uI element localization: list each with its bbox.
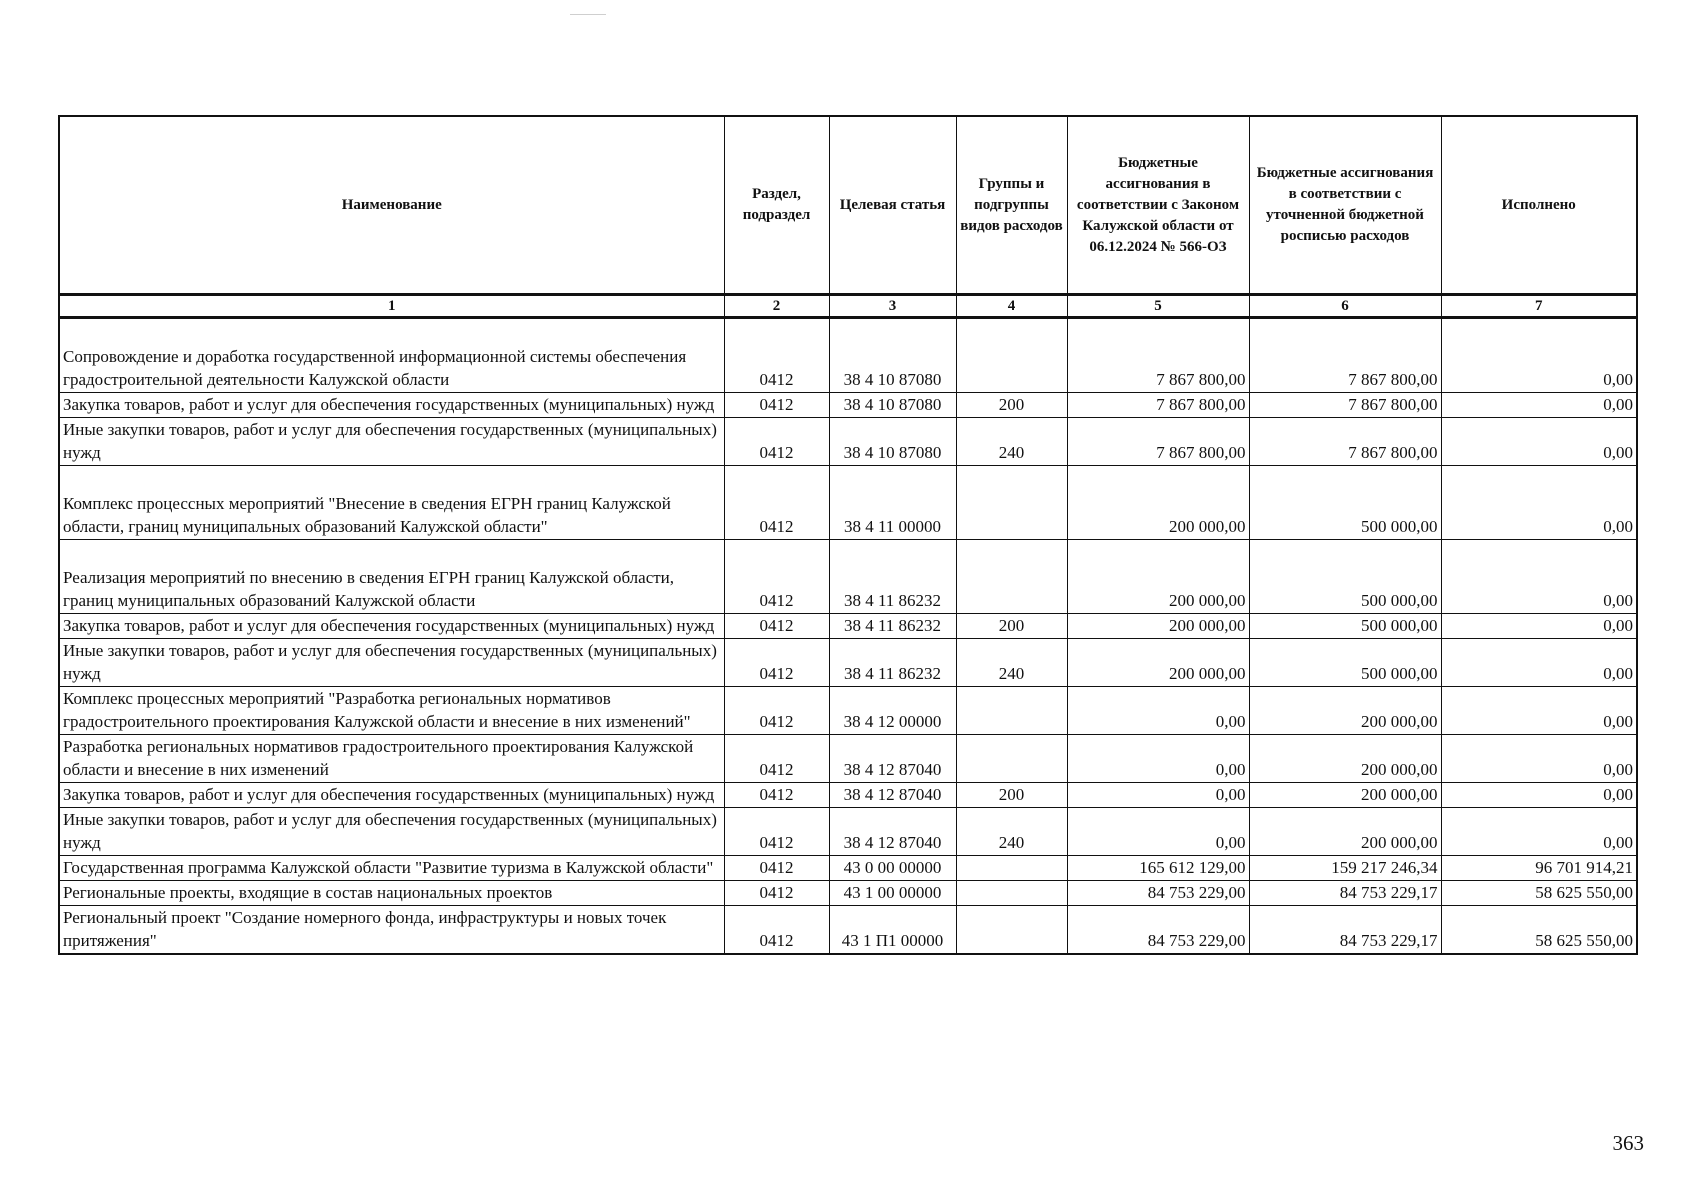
row-target: 43 0 00 00000 xyxy=(829,856,956,881)
row-target: 38 4 10 87080 xyxy=(829,318,956,393)
row-group: 200 xyxy=(956,393,1067,418)
table-row xyxy=(59,318,1637,393)
row-name: Государственная программа Калужской области "Развитие туризма в Калужской области" xyxy=(59,856,724,881)
row-group: 240 xyxy=(956,639,1067,687)
row-name: Комплекс процессных мероприятий "Разработка региональных нормативов градостроительного проектирования Калужской области и внесение в них изменений" xyxy=(59,687,724,735)
row-refined-amount: 200 000,00 xyxy=(1249,687,1441,735)
row-group xyxy=(956,906,1067,955)
row-target: 43 1 00 00000 xyxy=(829,881,956,906)
row-law-amount: 7 867 800,00 xyxy=(1067,318,1249,393)
row-group xyxy=(956,466,1067,540)
row-target: 38 4 12 87040 xyxy=(829,783,956,808)
row-executed-amount: 0,00 xyxy=(1441,735,1637,783)
row-executed-amount: 0,00 xyxy=(1441,540,1637,614)
row-refined-amount: 500 000,00 xyxy=(1249,639,1441,687)
table-row xyxy=(59,466,1637,540)
row-target: 38 4 12 87040 xyxy=(829,808,956,856)
row-refined-amount: 159 217 246,34 xyxy=(1249,856,1441,881)
row-law-amount: 0,00 xyxy=(1067,735,1249,783)
header-executed: Исполнено xyxy=(1441,116,1637,295)
row-target: 38 4 11 86232 xyxy=(829,614,956,639)
row-executed-amount: 58 625 550,00 xyxy=(1441,906,1637,955)
row-name: Комплекс процессных мероприятий "Внесение в сведения ЕГРН границ Калужской области, границ муниципальных образований Калужской области" xyxy=(59,466,724,540)
header-target: Целевая статья xyxy=(829,116,956,295)
row-group xyxy=(956,856,1067,881)
row-name: Закупка товаров, работ и услуг для обеспечения государственных (муниципальных) нужд xyxy=(59,393,724,418)
row-refined-amount: 500 000,00 xyxy=(1249,540,1441,614)
row-group: 200 xyxy=(956,783,1067,808)
row-executed-amount: 0,00 xyxy=(1441,614,1637,639)
column-number: 7 xyxy=(1441,295,1637,318)
column-number: 3 xyxy=(829,295,956,318)
header-name: Наименование xyxy=(59,116,724,295)
row-law-amount: 200 000,00 xyxy=(1067,466,1249,540)
row-group: 240 xyxy=(956,418,1067,466)
header-refined-allocation: Бюджетные ассигнования в соответствии с уточненной бюджетной росписью расходов xyxy=(1249,116,1441,295)
row-section: 0412 xyxy=(724,318,829,393)
row-target: 38 4 12 87040 xyxy=(829,735,956,783)
table-row xyxy=(59,783,1637,808)
table-row xyxy=(59,540,1637,614)
row-law-amount: 0,00 xyxy=(1067,687,1249,735)
row-executed-amount: 0,00 xyxy=(1441,466,1637,540)
row-law-amount: 200 000,00 xyxy=(1067,614,1249,639)
row-name: Иные закупки товаров, работ и услуг для обеспечения государственных (муниципальных) нужд xyxy=(59,808,724,856)
row-refined-amount: 84 753 229,17 xyxy=(1249,881,1441,906)
budget-table xyxy=(58,115,1638,955)
table-row xyxy=(59,906,1637,955)
row-group xyxy=(956,318,1067,393)
table-row xyxy=(59,639,1637,687)
row-executed-amount: 0,00 xyxy=(1441,639,1637,687)
column-number: 6 xyxy=(1249,295,1441,318)
row-refined-amount: 200 000,00 xyxy=(1249,735,1441,783)
row-law-amount: 84 753 229,00 xyxy=(1067,906,1249,955)
row-refined-amount: 500 000,00 xyxy=(1249,466,1441,540)
row-section: 0412 xyxy=(724,808,829,856)
row-name: Сопровождение и доработка государственной информационной системы обеспечения градостроительной деятельности Калужской области xyxy=(59,318,724,393)
row-refined-amount: 7 867 800,00 xyxy=(1249,418,1441,466)
row-refined-amount: 200 000,00 xyxy=(1249,808,1441,856)
row-section: 0412 xyxy=(724,856,829,881)
row-target: 38 4 10 87080 xyxy=(829,393,956,418)
header-law-allocation: Бюджетные ассигнования в соответствии с Законом Калужской области от 06.12.2024 № 566-ОЗ xyxy=(1067,116,1249,295)
row-name: Закупка товаров, работ и услуг для обеспечения государственных (муниципальных) нужд xyxy=(59,783,724,808)
table-header-row xyxy=(59,116,1637,295)
row-refined-amount: 200 000,00 xyxy=(1249,783,1441,808)
row-section: 0412 xyxy=(724,540,829,614)
row-section: 0412 xyxy=(724,687,829,735)
row-name: Региональные проекты, входящие в состав национальных проектов xyxy=(59,881,724,906)
row-target: 43 1 П1 00000 xyxy=(829,906,956,955)
row-group xyxy=(956,881,1067,906)
table-row xyxy=(59,881,1637,906)
row-section: 0412 xyxy=(724,466,829,540)
row-law-amount: 200 000,00 xyxy=(1067,639,1249,687)
row-target: 38 4 11 86232 xyxy=(829,540,956,614)
row-law-amount: 0,00 xyxy=(1067,783,1249,808)
row-group: 200 xyxy=(956,614,1067,639)
row-law-amount: 84 753 229,00 xyxy=(1067,881,1249,906)
row-section: 0412 xyxy=(724,418,829,466)
table-row xyxy=(59,418,1637,466)
table-row xyxy=(59,393,1637,418)
column-number: 1 xyxy=(59,295,724,318)
row-executed-amount: 0,00 xyxy=(1441,418,1637,466)
row-law-amount: 200 000,00 xyxy=(1067,540,1249,614)
row-group xyxy=(956,540,1067,614)
row-section: 0412 xyxy=(724,906,829,955)
table-row xyxy=(59,614,1637,639)
column-number: 5 xyxy=(1067,295,1249,318)
row-law-amount: 7 867 800,00 xyxy=(1067,393,1249,418)
row-refined-amount: 500 000,00 xyxy=(1249,614,1441,639)
row-name: Иные закупки товаров, работ и услуг для обеспечения государственных (муниципальных) нужд xyxy=(59,639,724,687)
row-group xyxy=(956,687,1067,735)
row-section: 0412 xyxy=(724,393,829,418)
header-section: Раздел, подраздел xyxy=(724,116,829,295)
row-refined-amount: 84 753 229,17 xyxy=(1249,906,1441,955)
row-target: 38 4 10 87080 xyxy=(829,418,956,466)
row-target: 38 4 11 00000 xyxy=(829,466,956,540)
row-target: 38 4 12 00000 xyxy=(829,687,956,735)
row-section: 0412 xyxy=(724,639,829,687)
row-law-amount: 0,00 xyxy=(1067,808,1249,856)
row-executed-amount: 58 625 550,00 xyxy=(1441,881,1637,906)
column-number-row xyxy=(59,295,1637,318)
row-executed-amount: 96 701 914,21 xyxy=(1441,856,1637,881)
column-number: 2 xyxy=(724,295,829,318)
row-executed-amount: 0,00 xyxy=(1441,318,1637,393)
row-name: Региональный проект "Создание номерного фонда, инфраструктуры и новых точек притяжения" xyxy=(59,906,724,955)
budget-table-container xyxy=(58,115,1636,955)
row-law-amount: 165 612 129,00 xyxy=(1067,856,1249,881)
row-executed-amount: 0,00 xyxy=(1441,393,1637,418)
table-row xyxy=(59,856,1637,881)
row-section: 0412 xyxy=(724,783,829,808)
row-section: 0412 xyxy=(724,735,829,783)
row-law-amount: 7 867 800,00 xyxy=(1067,418,1249,466)
row-section: 0412 xyxy=(724,614,829,639)
row-name: Иные закупки товаров, работ и услуг для обеспечения государственных (муниципальных) нужд xyxy=(59,418,724,466)
header-groups: Группы и подгруппы видов расходов xyxy=(956,116,1067,295)
row-executed-amount: 0,00 xyxy=(1441,783,1637,808)
scan-mark xyxy=(570,14,606,15)
row-section: 0412 xyxy=(724,881,829,906)
row-name: Разработка региональных нормативов градостроительного проектирования Калужской области и внесение в них изменений xyxy=(59,735,724,783)
table-row xyxy=(59,808,1637,856)
row-refined-amount: 7 867 800,00 xyxy=(1249,318,1441,393)
row-target: 38 4 11 86232 xyxy=(829,639,956,687)
row-group xyxy=(956,735,1067,783)
row-name: Реализация мероприятий по внесению в сведения ЕГРН границ Калужской области, границ муниципальных образований Калужской области xyxy=(59,540,724,614)
table-row xyxy=(59,687,1637,735)
row-refined-amount: 7 867 800,00 xyxy=(1249,393,1441,418)
row-executed-amount: 0,00 xyxy=(1441,808,1637,856)
row-name: Закупка товаров, работ и услуг для обеспечения государственных (муниципальных) нужд xyxy=(59,614,724,639)
page-number: 363 xyxy=(1612,1131,1644,1155)
column-number: 4 xyxy=(956,295,1067,318)
row-executed-amount: 0,00 xyxy=(1441,687,1637,735)
row-group: 240 xyxy=(956,808,1067,856)
table-row xyxy=(59,735,1637,783)
